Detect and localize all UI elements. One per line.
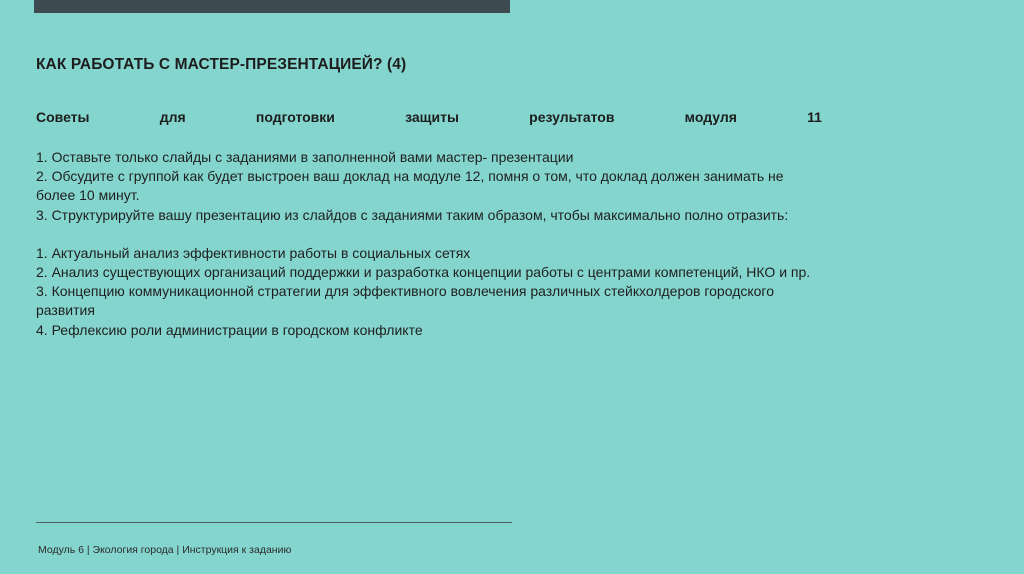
footer-divider [36, 522, 512, 523]
paragraph-spacer [36, 225, 826, 244]
top-accent-bar [34, 0, 510, 13]
step-item: 3. Структурируйте вашу презентацию из слайдов с заданиями таким образом, чтобы максимально полно отразить: [36, 206, 789, 223]
step-item: 1. Оставьте только слайды с заданиями в заполненной вами мастер- презентации [36, 149, 574, 165]
topic-item: 4. Рефлексию роли администрации в городском конфликте [36, 321, 423, 338]
topic-item: 2. Анализ существующих организаций поддержки и разработка концепции работы с центрами компетенций, НКО и пр. [36, 264, 811, 281]
topic-item: 1. Актуальный анализ эффективности работы в социальных сетях [36, 244, 471, 261]
slide-subtitle [36, 109, 822, 125]
subtitle-word: Советы [36, 109, 90, 125]
subtitle-word: для [159, 109, 186, 125]
subtitle-word: модуля [684, 109, 737, 125]
slide-footer: Модуль 6 | Экология города | Инструкция к заданию [38, 544, 292, 556]
step-item: 2. Обсудите с группой как будет выстроен ваш доклад на модуле 12, помня о том, что доклад должен занимать не более 10 минут. [36, 168, 784, 204]
subtitle-word: 11 [807, 109, 822, 125]
subtitle-word: подготовки [255, 109, 335, 125]
subtitle-word: защиты [405, 109, 459, 125]
slide-body [36, 148, 826, 340]
subtitle-word: результатов [529, 109, 615, 125]
slide-title: КАК РАБОТАТЬ С МАСТЕР-ПРЕЗЕНТАЦИЕЙ? (4) [36, 56, 407, 73]
topic-item: 3. Концепцию коммуникационной стратегии для эффективного вовлечения различных стейкхолдеров городского развития [36, 283, 775, 319]
